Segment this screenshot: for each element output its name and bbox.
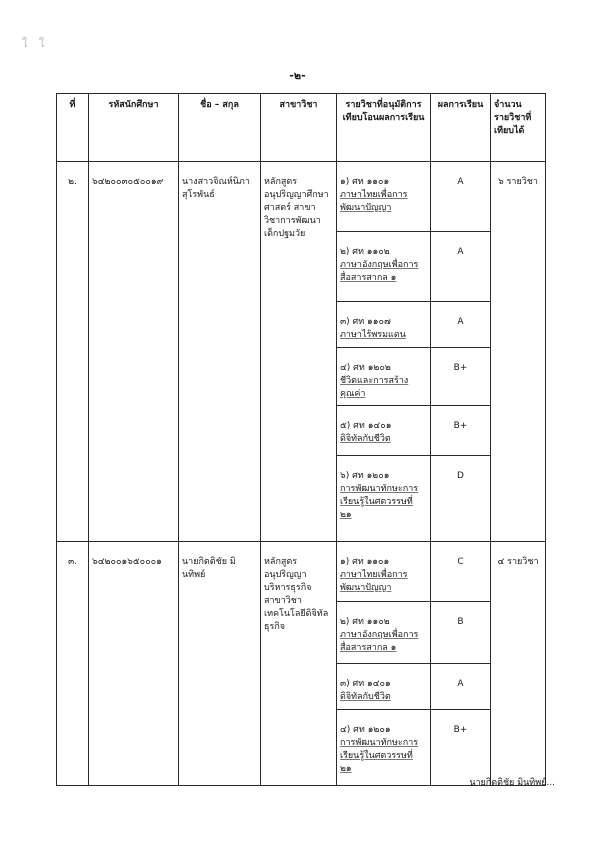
continued-text: นายกิตติชัย มินทิพย์...	[469, 778, 555, 788]
student-id: ๖๔๒๐๐๓๐๕๐๐๑๙	[89, 162, 179, 542]
grade-cell: A	[431, 302, 491, 348]
grade-cell: B+	[431, 710, 491, 786]
student-program: หลักสูตรอนุปริญญาบริหารธุรกิจ สาขาวิชาเทคโนโลยีดิจิทัลธุรกิจ	[261, 542, 337, 786]
subject-cell: ๑) ศท ๑๑๐๑ ภาษาไทยเพื่อการพัฒนาปัญญา	[337, 162, 431, 232]
subject-count: ๔ รายวิชา	[491, 542, 546, 786]
grade-cell: B+	[431, 348, 491, 406]
col-header-no: ที่	[57, 94, 89, 162]
student-number: ๓.	[57, 542, 89, 786]
subject-cell: ๒) ศท ๑๑๐๒ ภาษาอังกฤษเพื่อการสื่อสารสากล ๑	[337, 232, 431, 302]
table-row	[57, 162, 546, 232]
header-row	[57, 94, 546, 162]
col-header-grade: ผลการเรียน	[431, 94, 491, 162]
student-number: ๒.	[57, 162, 89, 542]
subject-count: ๖ รายวิชา	[491, 162, 546, 542]
grade-cell: C	[431, 542, 491, 602]
col-header-name: ชื่อ – สกุล	[179, 94, 261, 162]
grade-cell: A	[431, 162, 491, 232]
subject-cell: ๒) ศท ๑๑๐๒ ภาษาอังกฤษเพื่อการสื่อสารสากล ๑	[337, 602, 431, 664]
table-row	[57, 542, 546, 602]
col-header-subjects: รายวิชาที่อนุมัติการเทียบโอนผลการเรียน	[337, 94, 431, 162]
grade-cell: A	[431, 664, 491, 710]
col-header-program: สาขาวิชา	[261, 94, 337, 162]
page-number: -๒-	[289, 69, 306, 82]
subject-cell: ๑) ศท ๑๑๐๑ ภาษาไทยเพื่อการพัฒนาปัญญา	[337, 542, 431, 602]
grade-cell: A	[431, 232, 491, 302]
student-program: หลักสูตรอนุปริญญาศึกษาศาสตร์ สาขาวิชาการพัฒนาเด็กปฐมวัย	[261, 162, 337, 542]
student-name: นางสาวจิณห์นิภา สุโรพันธ์	[179, 162, 261, 542]
col-header-student-id: รหัสนักศึกษา	[89, 94, 179, 162]
subject-cell: ๓) ศท ๑๑๐๗ ภาษาไร้พรมแดน	[337, 302, 431, 348]
subject-cell: ๔) ศท ๑๒๐๒ ชีวิตและการสร้างคุณค่า	[337, 348, 431, 406]
grade-cell: B+	[431, 406, 491, 456]
col-header-count: จำนวนรายวิชาที่เทียบได้	[491, 94, 546, 162]
scan-mark: ใ ใ	[22, 37, 49, 50]
transfer-table	[56, 93, 546, 786]
student-id: ๖๔๒๐๐๑๖๕๐๐๐๑	[89, 542, 179, 786]
subject-cell: ๓) ศท ๑๔๐๑ ดิจิทัลกับชีวิต	[337, 664, 431, 710]
subject-cell: ๔) ศท ๑๒๐๑ การพัฒนาทักษะการเรียนรู้ในศตวรรษที่ ๒๑	[337, 710, 431, 786]
subject-cell: ๖) ศท ๑๒๐๑ การพัฒนาทักษะการเรียนรู้ในศตวรรษที่ ๒๑	[337, 456, 431, 542]
grade-cell: B	[431, 602, 491, 664]
student-name: นายกิตติชัย มินทิพย์	[179, 542, 261, 786]
subject-cell: ๕) ศท ๑๔๐๑ ดิจิทัลกับชีวิต	[337, 406, 431, 456]
grade-cell: D	[431, 456, 491, 542]
